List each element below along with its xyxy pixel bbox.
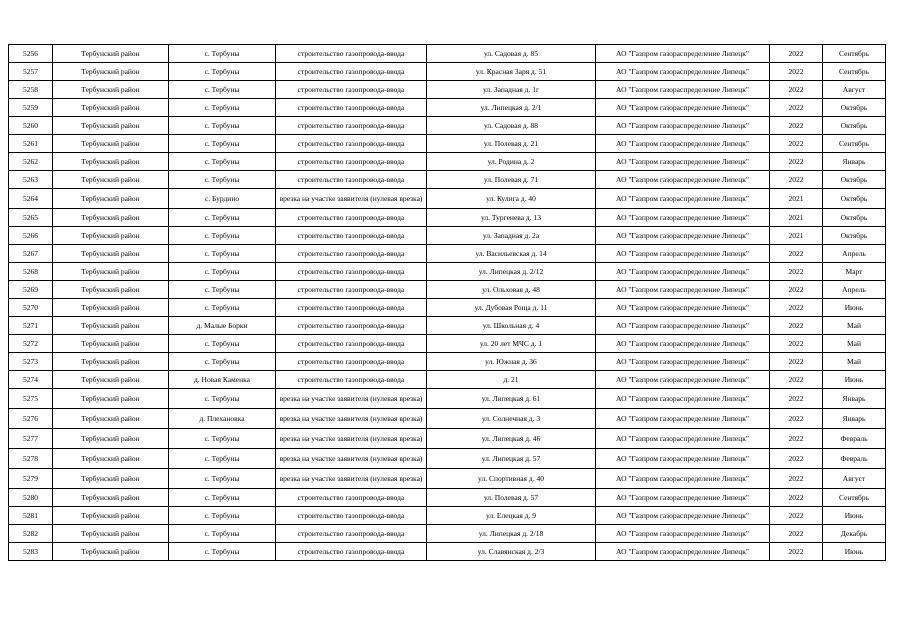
organization-cell: АО "Газпром газораспределение Липецк" — [596, 281, 770, 299]
row-number-cell: 5268 — [9, 263, 53, 281]
address-cell: ул. Полевая д. 21 — [427, 135, 596, 153]
work-type-cell: строительство газопровода-ввода — [276, 371, 427, 389]
row-number-cell: 5258 — [9, 81, 53, 99]
year-cell: 2022 — [770, 449, 823, 469]
month-cell: Январь — [823, 389, 886, 409]
organization-cell: АО "Газпром газораспределение Липецк" — [596, 99, 770, 117]
organization-cell: АО "Газпром газораспределение Липецк" — [596, 449, 770, 469]
settlement-cell: с. Тербуны — [169, 281, 276, 299]
address-cell: ул. Школьная д. 4 — [427, 317, 596, 335]
address-cell: ул. Славянская д. 2/3 — [427, 543, 596, 561]
address-cell: ул. Васильевская д. 14 — [427, 245, 596, 263]
month-cell: Сентябрь — [823, 45, 886, 63]
month-cell: Март — [823, 263, 886, 281]
work-type-cell: строительство газопровода-ввода — [276, 135, 427, 153]
district-cell: Тербунский район — [53, 335, 169, 353]
work-type-cell: врезка на участке заявителя (нулевая врезка) — [276, 469, 427, 489]
organization-cell: АО "Газпром газораспределение Липецк" — [596, 507, 770, 525]
address-cell: ул. Елецкая д. 9 — [427, 507, 596, 525]
organization-cell: АО "Газпром газораспределение Липецк" — [596, 429, 770, 449]
organization-cell: АО "Газпром газораспределение Липецк" — [596, 81, 770, 99]
table-body — [9, 45, 886, 561]
month-cell: Декабрь — [823, 525, 886, 543]
address-cell: ул. Красная Заря д. 51 — [427, 63, 596, 81]
month-cell: Январь — [823, 409, 886, 429]
address-cell: ул. Полевая д. 57 — [427, 489, 596, 507]
month-cell: Май — [823, 317, 886, 335]
table-row — [9, 153, 886, 171]
address-cell: ул. Садовая д. 88 — [427, 117, 596, 135]
year-cell: 2022 — [770, 45, 823, 63]
organization-cell: АО "Газпром газораспределение Липецк" — [596, 189, 770, 209]
table-row — [9, 469, 886, 489]
table-row — [9, 449, 886, 469]
organization-cell: АО "Газпром газораспределение Липецк" — [596, 299, 770, 317]
district-cell: Тербунский район — [53, 317, 169, 335]
year-cell: 2022 — [770, 543, 823, 561]
organization-cell: АО "Газпром газораспределение Липецк" — [596, 227, 770, 245]
settlement-cell: с. Тербуны — [169, 489, 276, 507]
table-row — [9, 299, 886, 317]
year-cell: 2022 — [770, 389, 823, 409]
district-cell: Тербунский район — [53, 469, 169, 489]
table-row — [9, 389, 886, 409]
year-cell: 2022 — [770, 153, 823, 171]
year-cell: 2022 — [770, 263, 823, 281]
row-number-cell: 5278 — [9, 449, 53, 469]
work-type-cell: строительство газопровода-ввода — [276, 317, 427, 335]
address-cell: ул. Западная д. 2а — [427, 227, 596, 245]
month-cell: Сентябрь — [823, 489, 886, 507]
settlement-cell: с. Тербуны — [169, 449, 276, 469]
settlement-cell: с. Тербуны — [169, 245, 276, 263]
address-cell: ул. Липецкая д. 61 — [427, 389, 596, 409]
row-number-cell: 5263 — [9, 171, 53, 189]
organization-cell: АО "Газпром газораспределение Липецк" — [596, 317, 770, 335]
table-row — [9, 543, 886, 561]
organization-cell: АО "Газпром газораспределение Липецк" — [596, 117, 770, 135]
organization-cell: АО "Газпром газораспределение Липецк" — [596, 409, 770, 429]
work-type-cell: врезка на участке заявителя (нулевая врезка) — [276, 449, 427, 469]
district-cell: Тербунский район — [53, 409, 169, 429]
month-cell: Июнь — [823, 507, 886, 525]
district-cell: Тербунский район — [53, 543, 169, 561]
settlement-cell: с. Тербуны — [169, 135, 276, 153]
settlement-cell: с. Тербуны — [169, 263, 276, 281]
year-cell: 2022 — [770, 489, 823, 507]
work-type-cell: строительство газопровода-ввода — [276, 45, 427, 63]
row-number-cell: 5259 — [9, 99, 53, 117]
work-type-cell: строительство газопровода-ввода — [276, 171, 427, 189]
district-cell: Тербунский район — [53, 227, 169, 245]
address-cell: ул. Ольховая д. 48 — [427, 281, 596, 299]
year-cell: 2022 — [770, 507, 823, 525]
table-row — [9, 317, 886, 335]
table-row — [9, 117, 886, 135]
year-cell: 2022 — [770, 469, 823, 489]
settlement-cell: с. Тербуны — [169, 99, 276, 117]
month-cell: Май — [823, 335, 886, 353]
organization-cell: АО "Газпром газораспределение Липецк" — [596, 263, 770, 281]
settlement-cell: с. Тербуны — [169, 525, 276, 543]
table-row — [9, 171, 886, 189]
work-type-cell: строительство газопровода-ввода — [276, 489, 427, 507]
settlement-cell: с. Тербуны — [169, 507, 276, 525]
address-cell: ул. Солнечная д. 3 — [427, 409, 596, 429]
year-cell: 2022 — [770, 371, 823, 389]
work-type-cell: строительство газопровода-ввода — [276, 543, 427, 561]
organization-cell: АО "Газпром газораспределение Липецк" — [596, 45, 770, 63]
address-cell: ул. Западная д. 1г — [427, 81, 596, 99]
settlement-cell: с. Тербуны — [169, 117, 276, 135]
row-number-cell: 5270 — [9, 299, 53, 317]
organization-cell: АО "Газпром газораспределение Липецк" — [596, 489, 770, 507]
month-cell: Июнь — [823, 371, 886, 389]
address-cell: ул. Спортивная д. 40 — [427, 469, 596, 489]
row-number-cell: 5266 — [9, 227, 53, 245]
month-cell: Май — [823, 353, 886, 371]
month-cell: Август — [823, 469, 886, 489]
work-type-cell: строительство газопровода-ввода — [276, 525, 427, 543]
settlement-cell: с. Тербуны — [169, 81, 276, 99]
table-row — [9, 429, 886, 449]
row-number-cell: 5277 — [9, 429, 53, 449]
work-type-cell: строительство газопровода-ввода — [276, 245, 427, 263]
settlement-cell: с. Тербуны — [169, 429, 276, 449]
district-cell: Тербунский район — [53, 489, 169, 507]
table-row — [9, 489, 886, 507]
work-type-cell: строительство газопровода-ввода — [276, 353, 427, 371]
table-row — [9, 227, 886, 245]
address-cell: ул. Кулига д. 40 — [427, 189, 596, 209]
table-row — [9, 371, 886, 389]
address-cell: ул. Липецкая д. 46 — [427, 429, 596, 449]
district-cell: Тербунский район — [53, 135, 169, 153]
organization-cell: АО "Газпром газораспределение Липецк" — [596, 371, 770, 389]
table-row — [9, 245, 886, 263]
address-cell: ул. Тургенева д. 13 — [427, 209, 596, 227]
row-number-cell: 5269 — [9, 281, 53, 299]
year-cell: 2022 — [770, 353, 823, 371]
district-cell: Тербунский район — [53, 189, 169, 209]
month-cell: Октябрь — [823, 227, 886, 245]
month-cell: Апрель — [823, 281, 886, 299]
work-type-cell: врезка на участке заявителя (нулевая врезка) — [276, 429, 427, 449]
year-cell: 2021 — [770, 209, 823, 227]
district-cell: Тербунский район — [53, 263, 169, 281]
row-number-cell: 5264 — [9, 189, 53, 209]
work-type-cell: строительство газопровода-ввода — [276, 227, 427, 245]
district-cell: Тербунский район — [53, 299, 169, 317]
table-row — [9, 353, 886, 371]
district-cell: Тербунский район — [53, 63, 169, 81]
row-number-cell: 5283 — [9, 543, 53, 561]
month-cell: Октябрь — [823, 171, 886, 189]
row-number-cell: 5261 — [9, 135, 53, 153]
row-number-cell: 5262 — [9, 153, 53, 171]
settlement-cell: с. Тербуны — [169, 299, 276, 317]
work-type-cell: строительство газопровода-ввода — [276, 81, 427, 99]
district-cell: Тербунский район — [53, 99, 169, 117]
year-cell: 2022 — [770, 299, 823, 317]
month-cell: Август — [823, 81, 886, 99]
settlement-cell: с. Бурдино — [169, 189, 276, 209]
organization-cell: АО "Газпром газораспределение Липецк" — [596, 469, 770, 489]
month-cell: Октябрь — [823, 189, 886, 209]
address-cell: ул. Липецкая д. 57 — [427, 449, 596, 469]
year-cell: 2022 — [770, 171, 823, 189]
work-type-cell: строительство газопровода-ввода — [276, 117, 427, 135]
organization-cell: АО "Газпром газораспределение Липецк" — [596, 171, 770, 189]
organization-cell: АО "Газпром газораспределение Липецк" — [596, 525, 770, 543]
work-type-cell: врезка на участке заявителя (нулевая врезка) — [276, 389, 427, 409]
settlement-cell: с. Тербуны — [169, 45, 276, 63]
district-cell: Тербунский район — [53, 245, 169, 263]
work-type-cell: строительство газопровода-ввода — [276, 299, 427, 317]
row-number-cell: 5272 — [9, 335, 53, 353]
month-cell: Октябрь — [823, 209, 886, 227]
table-row — [9, 281, 886, 299]
organization-cell: АО "Газпром газораспределение Липецк" — [596, 543, 770, 561]
district-cell: Тербунский район — [53, 449, 169, 469]
organization-cell: АО "Газпром газораспределение Липецк" — [596, 135, 770, 153]
work-type-cell: врезка на участке заявителя (нулевая врезка) — [276, 409, 427, 429]
work-type-cell: строительство газопровода-ввода — [276, 153, 427, 171]
year-cell: 2022 — [770, 117, 823, 135]
settlement-cell: д. Плехановка — [169, 409, 276, 429]
table-row — [9, 63, 886, 81]
month-cell: Февраль — [823, 449, 886, 469]
district-cell: Тербунский район — [53, 281, 169, 299]
month-cell: Январь — [823, 153, 886, 171]
address-cell: ул. Липецкая д. 2/18 — [427, 525, 596, 543]
table-row — [9, 45, 886, 63]
table-row — [9, 81, 886, 99]
district-cell: Тербунский район — [53, 171, 169, 189]
district-cell: Тербунский район — [53, 81, 169, 99]
year-cell: 2022 — [770, 317, 823, 335]
address-cell: ул. Липецкая д. 2/12 — [427, 263, 596, 281]
work-type-cell: строительство газопровода-ввода — [276, 263, 427, 281]
address-cell: ул. Родина д. 2 — [427, 153, 596, 171]
row-number-cell: 5257 — [9, 63, 53, 81]
district-cell: Тербунский район — [53, 371, 169, 389]
year-cell: 2021 — [770, 189, 823, 209]
settlement-cell: д. Новая Каменка — [169, 371, 276, 389]
settlement-cell: д. Малые Борки — [169, 317, 276, 335]
work-type-cell: строительство газопровода-ввода — [276, 281, 427, 299]
organization-cell: АО "Газпром газораспределение Липецк" — [596, 353, 770, 371]
row-number-cell: 5273 — [9, 353, 53, 371]
district-cell: Тербунский район — [53, 389, 169, 409]
table-row — [9, 135, 886, 153]
table-row — [9, 335, 886, 353]
address-cell: д. 21 — [427, 371, 596, 389]
district-cell: Тербунский район — [53, 153, 169, 171]
month-cell: Февраль — [823, 429, 886, 449]
address-cell: ул. Южная д. 36 — [427, 353, 596, 371]
year-cell: 2022 — [770, 525, 823, 543]
month-cell: Сентябрь — [823, 63, 886, 81]
district-cell: Тербунский район — [53, 429, 169, 449]
address-cell: ул. 20 лет МЧС д. 1 — [427, 335, 596, 353]
row-number-cell: 5256 — [9, 45, 53, 63]
row-number-cell: 5274 — [9, 371, 53, 389]
settlement-cell: с. Тербуны — [169, 209, 276, 227]
table-row — [9, 209, 886, 227]
row-number-cell: 5280 — [9, 489, 53, 507]
organization-cell: АО "Газпром газораспределение Липецк" — [596, 335, 770, 353]
row-number-cell: 5275 — [9, 389, 53, 409]
row-number-cell: 5281 — [9, 507, 53, 525]
month-cell: Октябрь — [823, 117, 886, 135]
row-number-cell: 5279 — [9, 469, 53, 489]
settlement-cell: с. Тербуны — [169, 543, 276, 561]
row-number-cell: 5267 — [9, 245, 53, 263]
table-row — [9, 99, 886, 117]
settlement-cell: с. Тербуны — [169, 335, 276, 353]
year-cell: 2022 — [770, 281, 823, 299]
address-cell: ул. Садовая д. 85 — [427, 45, 596, 63]
row-number-cell: 5282 — [9, 525, 53, 543]
district-cell: Тербунский район — [53, 353, 169, 371]
month-cell: Сентябрь — [823, 135, 886, 153]
year-cell: 2021 — [770, 227, 823, 245]
table-row — [9, 263, 886, 281]
work-type-cell: строительство газопровода-ввода — [276, 99, 427, 117]
table-row — [9, 507, 886, 525]
settlement-cell: с. Тербуны — [169, 153, 276, 171]
year-cell: 2022 — [770, 99, 823, 117]
gas-connection-table — [8, 44, 886, 561]
work-type-cell: строительство газопровода-ввода — [276, 507, 427, 525]
year-cell: 2022 — [770, 429, 823, 449]
district-cell: Тербунский район — [53, 525, 169, 543]
work-type-cell: строительство газопровода-ввода — [276, 209, 427, 227]
address-cell: ул. Полевая д. 71 — [427, 171, 596, 189]
settlement-cell: с. Тербуны — [169, 171, 276, 189]
table-row — [9, 409, 886, 429]
year-cell: 2022 — [770, 81, 823, 99]
settlement-cell: с. Тербуны — [169, 389, 276, 409]
month-cell: Апрель — [823, 245, 886, 263]
row-number-cell: 5265 — [9, 209, 53, 227]
work-type-cell: строительство газопровода-ввода — [276, 335, 427, 353]
address-cell: ул. Липецкая д. 2/1 — [427, 99, 596, 117]
month-cell: Июнь — [823, 299, 886, 317]
work-type-cell: строительство газопровода-ввода — [276, 63, 427, 81]
settlement-cell: с. Тербуны — [169, 469, 276, 489]
row-number-cell: 5260 — [9, 117, 53, 135]
work-type-cell: врезка на участке заявителя (нулевая врезка) — [276, 189, 427, 209]
settlement-cell: с. Тербуны — [169, 227, 276, 245]
settlement-cell: с. Тербуны — [169, 353, 276, 371]
settlement-cell: с. Тербуны — [169, 63, 276, 81]
address-cell: ул. Дубовая Роща д. 11 — [427, 299, 596, 317]
organization-cell: АО "Газпром газораспределение Липецк" — [596, 245, 770, 263]
district-cell: Тербунский район — [53, 45, 169, 63]
year-cell: 2022 — [770, 135, 823, 153]
year-cell: 2022 — [770, 409, 823, 429]
year-cell: 2022 — [770, 245, 823, 263]
table-row — [9, 525, 886, 543]
year-cell: 2022 — [770, 335, 823, 353]
year-cell: 2022 — [770, 63, 823, 81]
month-cell: Июнь — [823, 543, 886, 561]
district-cell: Тербунский район — [53, 117, 169, 135]
row-number-cell: 5271 — [9, 317, 53, 335]
organization-cell: АО "Газпром газораспределение Липецк" — [596, 209, 770, 227]
row-number-cell: 5276 — [9, 409, 53, 429]
month-cell: Октябрь — [823, 99, 886, 117]
district-cell: Тербунский район — [53, 507, 169, 525]
organization-cell: АО "Газпром газораспределение Липецк" — [596, 389, 770, 409]
organization-cell: АО "Газпром газораспределение Липецк" — [596, 63, 770, 81]
table-row — [9, 189, 886, 209]
district-cell: Тербунский район — [53, 209, 169, 227]
organization-cell: АО "Газпром газораспределение Липецк" — [596, 153, 770, 171]
